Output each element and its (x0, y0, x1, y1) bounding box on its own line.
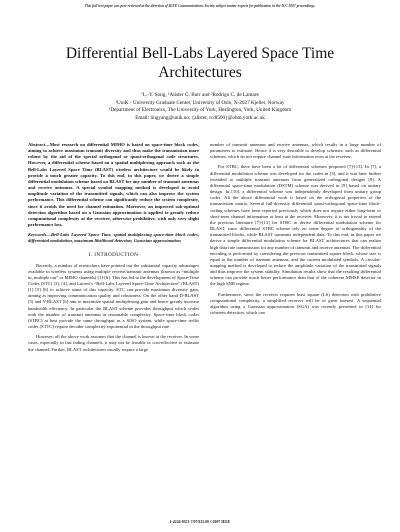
copyright-footer: 1-4244-0353-7/07/$25.00 ©2007 IEEE (169, 520, 231, 524)
right-column (210, 142, 381, 320)
body-paragraph: Furthermore, since the receiver requires least square (LS) detection with prohibitive computational complexity, a simplified receiver will be of great interest. A sequential algorithm using a Gaussian approximation (SGA) was recently presented in [14] for coherent detection, which can (210, 291, 381, 316)
body-paragraph: For STBC, there have been a lot of differential schemes proposed [7]-[13]. In [7], a differential modulation scheme was developed for the codes in [3], and it was later further extended to multiple transmit antennas from generalized orthogonal designs [8]. A differential space-time modulation (DSTM) scheme was derived in [9] based on unitary design. In [10], a differential scheme was independently developed from unitary group codes. All the above differential work is based on the orthogonal properties of the transmission matrix. Several full-diversity differential quasi-orthogonal space-time block-coding schemes have been reported previously which does not require either long-term or short-term channel information at least at the receiver. Moreover, it is not trivial to extend the previous literature [7]-[13] for STBC to derive differential modulation scheme for BLAST, since differential STBC scheme rely on some degree of orthogonality of the transmitted blocks, while BLAST transmits independent data. To this end, in this paper we derive a simple differential modulation scheme for BLAST architectures that can realize high data rate transmission for any number of transmit and receive antennas. The differential encoding is performed by considering the previous transmitted square block, whose size is equal to the number of transmit antennas, and the current modulated symbols. A circular-mapping method is developed to reduce the amplitude variation of the transmitted signals and thus improve the system stability. Simulation results show that the resulting differential scheme can provide much better performance than that of the coherent MMSE detector in the high SNR regime. (210, 164, 381, 287)
author-email: Email: lingyang@unik.no; {alister, rcdl500}@ohm.york.ac.uk (135, 114, 265, 121)
peer-review-note: This full text paper was peer reviewed at the direction of IEEE Communications Society subject matter experts for publication in the ICC 2007 proceedings. (84, 4, 316, 8)
title-line-2: Architectures (158, 64, 242, 81)
author-block (20, 92, 380, 122)
title-line-1: Differential Bell-Labs Layered Space Time (65, 45, 335, 62)
section-heading-introduction: I. INTRODUCTION (88, 251, 139, 258)
abstract: Abstract—Most research on differential MIMO is based on space-time block codes, aiming to achieve maximum transmit diversity and thus make the transmission more robust by the aid of the special orthogonal or quasi-orthogonal code structures. However, a differential scheme based on a spatial multiplexing approach such as the Bell-Labs Layered Space Time (BLAST) wireless architecture would be likely to provide a much greater capacity. To this end, in this paper, we derive a simple differential modulation scheme based on BLAST for any number of transmit antennas and receive antennas. A special symbol mapping method is developed to avoid amplitude variation of the transmitted signals, which can also improve the system performance. This differential scheme can significantly reduce the system complexity, since it avoids the need for channel estimation. Moreover, an improved sub-optimal detection algorithm based on a Gaussian approximation is applied to greatly reduce computational complexity at the receiver, otherwise prohibitive, with only very slight performance loss. (28, 142, 199, 228)
keywords: Keywords—Bell-Labs Layered Space Time, spatial multiplexing space-time block codes, differential modulation, maximum likelihood detection, Gaussian approximation (28, 232, 199, 244)
affiliation-2: ²Department of Electronics, The University of York, Heslington, York, United Kingdom (108, 107, 292, 114)
affiliation-1: ¹UniK - University Graduate Center, University of Oslo, N-2027 Kjeller, Norway (115, 99, 285, 106)
paper-title (20, 44, 380, 82)
body-paragraph: However, all the above work assumes that the channel is known at the receiver. In some cases, especially in fast fading channels, it may not be feasible or cost-effective to estimate the channel. Further, BLAST architectures usually require a large (28, 334, 199, 352)
left-column (28, 142, 199, 357)
body-paragraph: number of transmit antennas and receive antennas, which results in a large number of parameters to estimate. Hence it is very desirable to develop schemes, such as differential schemes, which do not require channel state information even at the receiver. (210, 142, 381, 160)
body-paragraph: Recently, a number of researchers have pointed out the substantial capacity advantages available in wireless systems using multiple receive/transmit antennas (known as “multiple in, multiple out” or MIMO channels) [1]-[6]. This has led to the development of Space-Time Codes (STC) [3], [4], and Lucent’s “Bell-Labs Layered Space-Time Architecture” (BLAST) [1] [5] [6] to achieve some of this capacity. STC can provide maximum diversity gain, aiming at improving communication quality and robustness. On the other hand D-BLAST [5] and V-BLAST [6] aim to maximize spatial multiplexing gain and hence greatly increase bandwidth efficiency. In particular the BLAST scheme provides throughput which scales with the number of transmit antennas at reasonable complexity. Space-time block codes (STBC) at best provide the same throughput as a SISO system, while space-time trellis codes (STTC) require decoder complexity exponential in the throughput rate. (28, 262, 199, 330)
author-names: ¹L.-Y. Song, ²Alister G. Burr and ²Rodrigo C. de Lamare (141, 92, 259, 98)
